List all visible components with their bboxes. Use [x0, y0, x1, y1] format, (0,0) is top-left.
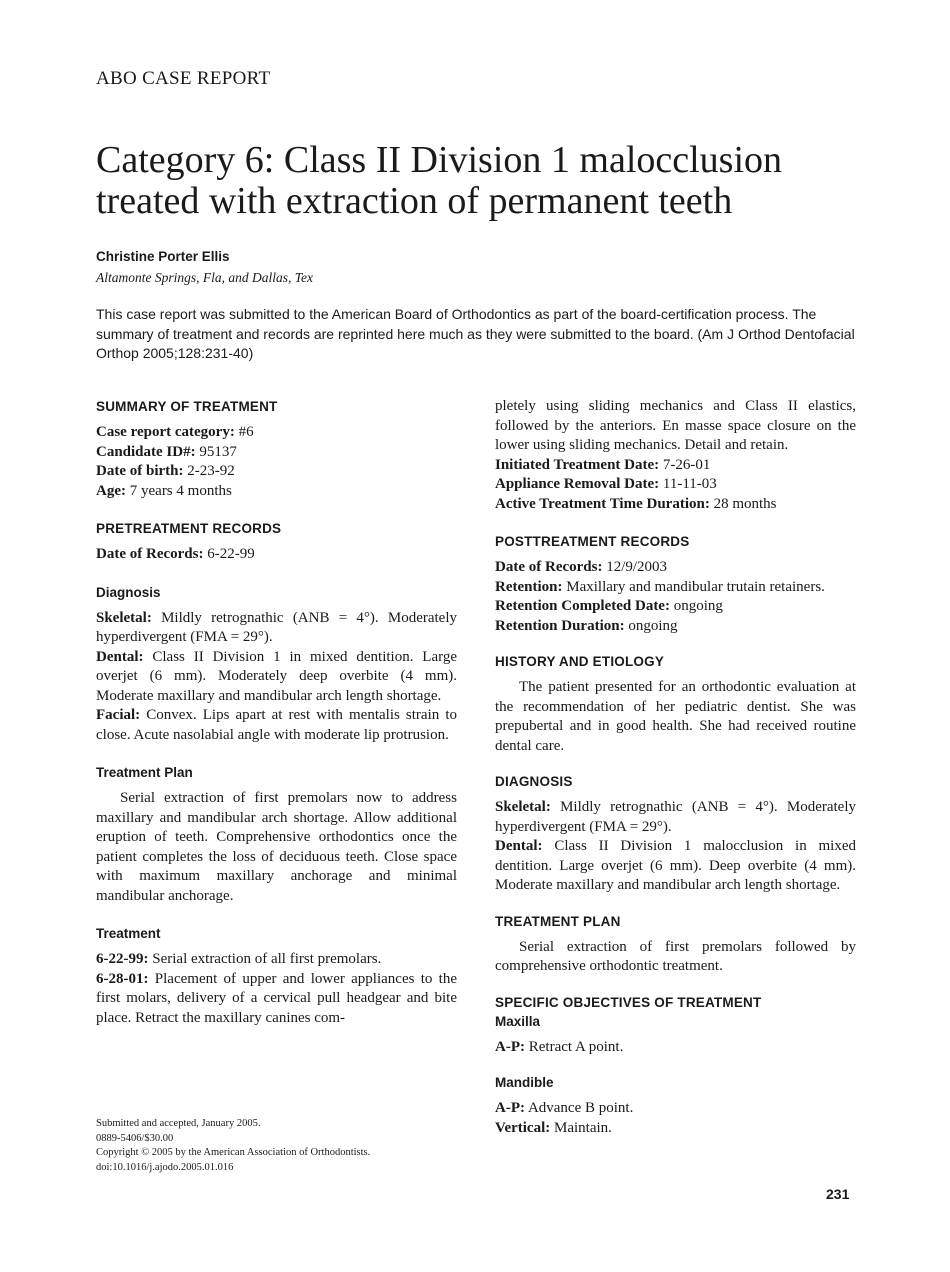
maxilla-ap-label: A-P: [495, 1038, 525, 1055]
footnote-line: Submitted and accepted, January 2005. [96, 1118, 261, 1129]
plan-heading: TREATMENT PLAN [495, 913, 621, 929]
treatment-date: 6-22-99: [96, 951, 149, 967]
treatment-subheading: Treatment [96, 926, 161, 941]
footnote-line: Copyright © 2005 by the American Association of Orthodontists. [96, 1147, 371, 1158]
dental-label: Dental: [96, 648, 144, 665]
initiated-value: 7-26-01 [662, 456, 711, 473]
posttreatment-label: Retention Completed Date: [495, 598, 670, 614]
summary-item [96, 462, 457, 482]
posttreatment-value: 12/9/2003 [606, 559, 668, 575]
diagnosis-subheading: Diagnosis [96, 584, 161, 600]
posttreatment-label: Retention Duration: [495, 617, 625, 634]
removal-date [495, 475, 856, 495]
mandible-ap [495, 1099, 856, 1119]
summary-value: 7 years 4 months [129, 482, 232, 499]
maxilla-ap-text: Retract A point. [528, 1038, 624, 1055]
right-column [495, 397, 856, 1138]
treatment-entry [96, 970, 457, 1029]
summary-heading: SUMMARY OF TREATMENT [96, 399, 278, 414]
posttreatment-value: ongoing [673, 598, 723, 614]
summary-label: Candidate ID#: [96, 443, 196, 460]
page-number: 231 [826, 1186, 850, 1202]
footnote-line: 0889-5406/$30.00 [96, 1132, 174, 1144]
diag-dental-text: Class II Division 1 malocclusion in mixed dentition. Large overjet (6 mm). Deep overbite (4 mm). Moderate maxillary and mandibular arch length shortage. [495, 838, 856, 893]
summary-item [96, 482, 457, 502]
initiated-date [495, 456, 856, 476]
footnote [96, 1117, 370, 1175]
facial-paragraph [96, 706, 457, 745]
duration-value: 28 months [713, 495, 777, 512]
mandible-ap-text: Advance B point. [527, 1100, 634, 1116]
objectives-heading: SPECIFIC OBJECTIVES OF TREATMENT [495, 994, 762, 1010]
pretreatment-date [96, 545, 457, 565]
summary-label: Age: [96, 482, 126, 499]
removal-label: Appliance Removal Date: [495, 476, 660, 492]
plan-paragraph: Serial extraction of first premolars followed by comprehensive orthodontic treatment. [495, 938, 856, 974]
mandible-ap-label: A-P: [495, 1100, 525, 1116]
summary-item [96, 443, 457, 463]
summary-value: #6 [238, 424, 254, 440]
summary-item [96, 423, 457, 443]
skeletal-text: Mildly retrognathic (ANB = 4°). Moderately hyperdivergent (FMA = 29°). [96, 609, 457, 645]
dental-paragraph [96, 648, 457, 707]
article-title: Category 6: Class II Division 1 malocclusion treated with extraction of permanent teeth [96, 139, 783, 222]
treatment-continuation: pletely using sliding mechanics and Class II elastics, followed by the anteriors. En masse space closure on the lower using sliding mechanics. Detail and retain. [495, 398, 856, 453]
section-label: ABO CASE REPORT [96, 68, 271, 89]
active-duration [495, 495, 856, 515]
mandible-vert-label: Vertical: [495, 1119, 551, 1136]
summary-value: 2-23-92 [187, 463, 235, 479]
pretreatment-heading: PRETREATMENT RECORDS [96, 521, 282, 536]
history-heading: HISTORY AND ETIOLOGY [495, 654, 665, 669]
dental-text: Class II Division 1 in mixed dentition. Large overjet (6 mm). Moderately deep overbite (4 mm). Moderate maxillary and mandibular arch length shortage. [96, 648, 458, 704]
abstract: This case report was submitted to the American Board of Orthodontics as part of the board-certification process. The summary of treatment and records are reprinted here much as they were submitted to the board. (Am J Orthod Dentofacial Orthop 2005;128:231-40) [96, 306, 855, 361]
maxilla-ap [495, 1038, 856, 1058]
treatment-text: Serial extraction of all first premolars. [152, 951, 382, 967]
history-paragraph: The patient presented for an orthodontic evaluation at the recommendation of her pediatric dentist. She was prepubertal and in good health. She had received routine dental care. [495, 679, 856, 754]
diag-skeletal-text: Mildly retrognathic (ANB = 4°). Moderately hyperdivergent (FMA = 29°). [495, 799, 856, 835]
mandible-subheading: Mandible [495, 1075, 554, 1090]
summary-list [96, 423, 457, 501]
left-column [96, 397, 457, 1028]
author-affiliation: Altamonte Springs, Fla, and Dallas, Tex [96, 270, 314, 285]
treatment-date: 6-28-01: [96, 970, 149, 987]
summary-label: Date of birth: [96, 463, 184, 479]
pretreatment-date-value: 6-22-99 [207, 546, 255, 562]
posttreatment-heading: POSTTREATMENT RECORDS [495, 534, 690, 549]
diag-skeletal-label: Skeletal: [495, 799, 551, 815]
treatment-entry [96, 950, 457, 970]
skeletal-label: Skeletal: [96, 609, 152, 626]
facial-text: Convex. Lips apart at rest with mentalis strain to close. Acute nasolabial angle with moderate lip protrusion. [96, 707, 457, 743]
treatment-plan-paragraph: Serial extraction of first premolars now to address maxillary and mandibular arch shortage. Allow additional eruption of teeth. Comprehensive orthodontics once the patient completes the loss of deciduous teeth. Close space with maximum maxillary anchorage and minimal mandibular anchorage. [96, 790, 457, 904]
posttreatment-value: ongoing [628, 617, 678, 634]
mandible-vertical [495, 1119, 856, 1139]
posttreatment-item [495, 558, 856, 578]
mandible-vert-text: Maintain. [554, 1119, 612, 1136]
removal-value: 11-11-03 [662, 476, 717, 492]
diag-dental-paragraph [495, 837, 856, 896]
summary-label: Case report category: [96, 424, 235, 440]
treatment-plan-subheading: Treatment Plan [96, 765, 193, 780]
posttreatment-item [495, 597, 856, 617]
posttreatment-label: Date of Records: [495, 559, 603, 575]
diagnosis-heading: DIAGNOSIS [495, 774, 573, 789]
posttreatment-label: Retention: [495, 578, 563, 595]
maxilla-subheading: Maxilla [495, 1013, 541, 1029]
footnote-line: doi:10.1016/j.ajodo.2005.01.016 [96, 1161, 234, 1173]
pretreatment-date-label: Date of Records: [96, 546, 204, 562]
diag-skeletal-paragraph [495, 798, 856, 837]
posttreatment-value: Maxillary and mandibular trutain retainers. [566, 578, 825, 595]
skeletal-paragraph [96, 609, 457, 648]
diag-dental-label: Dental: [495, 838, 543, 854]
initiated-label: Initiated Treatment Date: [495, 456, 660, 473]
posttreatment-item [495, 617, 856, 637]
author-name: Christine Porter Ellis [96, 249, 230, 264]
facial-label: Facial: [96, 707, 141, 723]
summary-value: 95137 [199, 443, 237, 460]
treatment-text: Placement of upper and lower appliances to the first molars, delivery of a cervical pull headgear and bite place. Retract the maxillary canines com- [96, 970, 458, 1026]
posttreatment-item [495, 578, 856, 598]
duration-label: Active Treatment Time Duration: [495, 495, 710, 512]
